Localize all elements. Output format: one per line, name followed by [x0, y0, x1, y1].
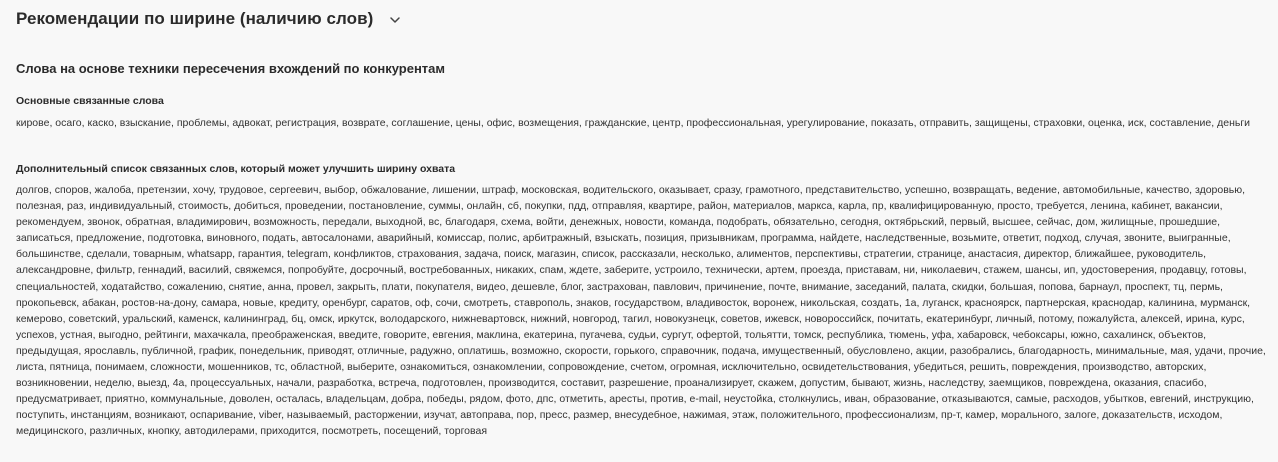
- main-words-list: кирове, осаго, каско, взыскание, проблемы, адвокат, регистрация, возврате, соглашение, цены, офис, возмещения, гражданские, центр, профессиональная, урегулирование, показать, отправить, защищены, страховки, оценка, иск, составление, деньги: [16, 117, 1251, 129]
- panel-title: Рекомендации по ширине (наличию слов): [16, 9, 374, 28]
- section-title: Слова на основе техники пересечения вхождений по конкурентам: [16, 61, 446, 76]
- extra-words-list: долгов, споров, жалоба, претензии, хочу, трудовое, сергеевич, выбор, обжалование, лишении, штраф, московская, водительского, оказывает, сразу, грамотного, представительство, успешно, возвращать, ведение, автомобильные, качество, здоровью, полезная, раз, индивидуальный, стоимость, добиться, проведении, постановление, суммы, онлайн, сб, покупки, пдд, отправляя, квартире, район, материалов, маркса, карла, пр, квалифицированную, просто, требуется, ленина, кабинет, вакансии, рекомендуем, звонок, обратная, владимирович, возможность, передали, выходной, вс, благодаря, схема, войти, денежных, новости, команда, подобрать, обязательно, сегодня, октябрьский, первый, высшее, сейчас, дом, жилищные, прошедшие, записаться, предложение, подготовка, виновного, подать, автосалонами, аварийный, комиссар, полис, арбитражный, взыскать, позиция, призывникам, программа, найдете, наследственные, возьмите, ответит, подход, случая, звоните, выигранные, большинстве, сделали, товарным, whatsapp, гарантия, telegram, конфликтов, страхования, задача, поиск, магазин, список, рассказали, несколько, алиментов, перспективы, стратегии, странице, анастасия, директор, ближайшее, руководитель, александровне, фильтр, геннадий, василий, свяжемся, попробуйте, досрочный, востребованных, никаких, спам, ждете, заберите, устроило, технически, артем, проезда, приставам, ни, николаевич, стажем, шансы, ип, удостоверения, продавцу, готовы, специальностей, ходатайство, сожалению, снятие, анна, провел, закрыть, плати, покупателя, видео, дешевле, блог, застрахован, павлович, причинение, почте, внимание, заседаний, палата, скидки, большая, попова, барнаул, проспект, тц, пермь, прокопьевск, абакан, ростов-на-дону, самара, новые, кредиту, оренбург, саратов, оф, сочи, смотреть, ставрополь, знаков, государством, владивосток, воронеж, никольская, создать, 1а, луганск, красноярск, партнерская, краснодар, калинина, мурманск, кемерово, советский, уральский, каменск, калининград, бц, омск, иркутск, володарского, нижневартовск, нижний, новгород, тагил, новокузнецк, советов, ижевск, новороссийск, почитать, екатеринбург, личный, потому, пожалуйста, алексей, ирина, курс, успехов, устная, выгодно, рейтинги, махачкала, преображенская, введите, говорите, евгения, маклина, екатерина, пугачева, судьи, сургут, офертой, тольятти, томск, республика, тюмень, уфа, хабаровск, чебоксары, южно, сахалинск, объектов, предыдущая, ярославль, публичной, график, понедельник, приводят, отличные, радужно, оплатишь, возможно, скорости, горького, справочник, подача, имущественный, обусловлено, акции, разобрались, благодарность, минимальные, мая, удачи, прочие, листа, пятница, понимаем, сложности, мошенников, тс, областной, выберите, ознакомиться, ознакомлении, сопровождение, счетом, огромная, исключительно, освидетельствования, убедиться, решить, повреждения, производство, авторских, возникновении, неделю, выезд, 4а, процессуальных, начали, разработка, встреча, подготовлен, производится, составит, разрешение, проанализирует, скажем, допустим, бывают, жизнь, наследству, заемщиков, повреждена, оказания, спасибо, предусматривает, приятно, коммунальные, доволен, осталась, владельцам, добра, победы, рядом, фото, дпс, отметить, аресты, против, e-mail, неустойка, столкнулись, иван, образование, отказываются, самые, расходов, убытков, евгений, инструкцию, поступить, инстанциям, возникают, оспаривание, viber, называемый, расторжении, изучат, автоправа, пор, пресс, размер, внесудебное, нажимая, этаж, положительного, профессионализм, пр-т, камер, морального, залоге, доказательств, исходом, медицинского, различных, кнопку, автодилерами, приходится, посмотреть, посещений, торговая: [16, 184, 1266, 438]
- extra-words-heading: Дополнительный список связанных слов, который может улучшить ширину охвата: [16, 163, 456, 175]
- panel-header-toggle[interactable]: [16, 7, 402, 31]
- chevron-down-icon[interactable]: [388, 13, 402, 27]
- main-words-heading: Основные связанные слова: [16, 95, 164, 107]
